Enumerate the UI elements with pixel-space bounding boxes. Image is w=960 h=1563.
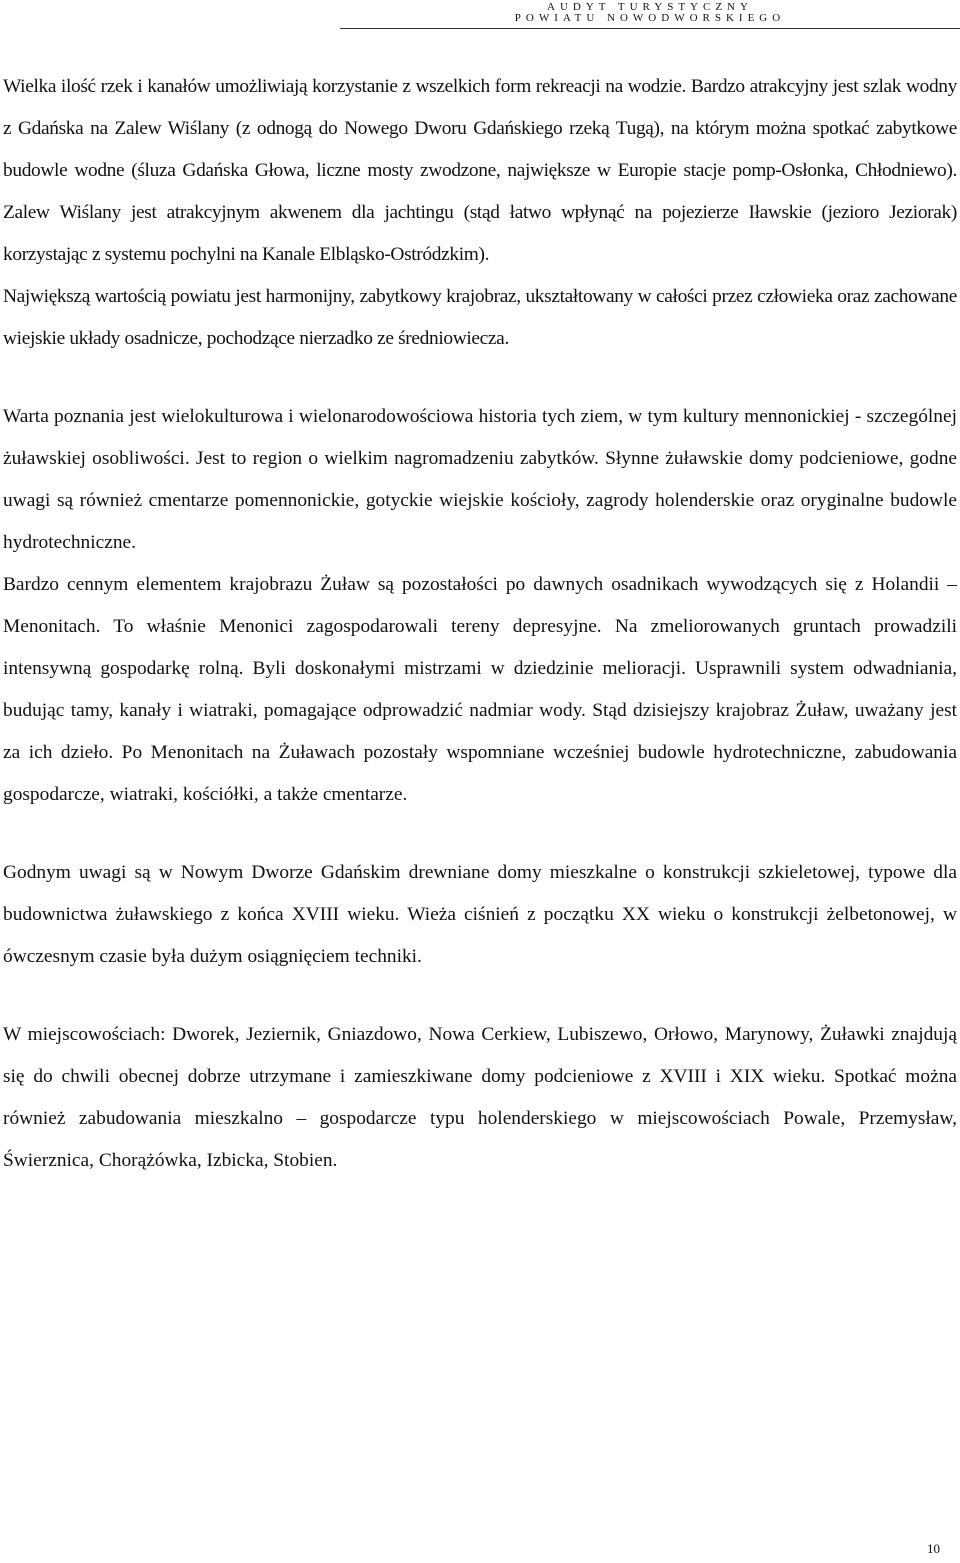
header-title-line2: POWIATU NOWODWORSKIEGO <box>514 12 786 24</box>
document-body <box>3 66 957 1182</box>
paragraph-spacer <box>3 978 957 1014</box>
page-number: 10 <box>927 1541 940 1556</box>
paragraph-arcade-houses: W miejscowościach: Dworek, Jeziernik, Gniazdowo, Nowa Cerkiew, Lubiszewo, Orłowo, Marynowy, Żuławki znajdują się do chwili obecnej dobrze utrzymane i zamieszkiwane domy podcieniowe z XVIII i XIX wieku. Spotkać można również zabudowania mieszkalno – gospodarcze typu holenderskiego w miejscowościach Powale, Przemysław, Świerznica, Chorążówka, Izbicka, Stobien. <box>3 1024 957 1171</box>
paragraph-water-recreation: Wielka ilość rzek i kanałów umożliwiają korzystanie z wszelkich form rekreacji na wodzie. Bardzo atrakcyjny jest szlak wodny z Gdańska na Zalew Wiślany (z odnogą do Nowego Dworu Gdańskiego rzeką Tugą), na którym można spotkać zabytkowe budowle wodne (śluza Gdańska Głowa, liczne mosty zwodzone, największe w Europie stacje pomp-Osłonka, Chłodniewo). Zalew Wiślany jest atrakcyjnym akwenem dla jachtingu (stąd łatwo wpłynąć na pojezierze Iławskie (jezioro Jeziorak) korzystając z systemu pochylni na Kanale Elbląsko-Ostródzkim). <box>3 76 957 265</box>
header-title-line1: AUDYT TURYSTYCZNY <box>547 1 753 13</box>
paragraph-nowy-dwor-houses: Godnym uwagi są w Nowym Dworze Gdańskim drewniane domy mieszkalne o konstrukcji szkieletowej, typowe dla budownictwa żuławskiego z końca XVIII wieku. Wieża ciśnień z początku XX wieku o konstrukcji żelbetonowej, w ówczesnym czasie była dużym osiągnięciem techniki. <box>3 862 957 967</box>
paragraph-mennonites: Bardzo cennym elementem krajobrazu Żuław są pozostałości po dawnych osadnikach wywodzących się z Holandii – Menonitach. To właśnie Menonici zagospodarowali tereny depresyjne. Na zmeliorowanych gruntach prowadzili intensywną gospodarkę rolną. Byli doskonałymi mistrzami w dziedzinie melioracji. Usprawnili system odwadniania, budując tamy, kanały i wiatraki, pomagające odprowadzić nadmiar wody. Stąd dzisiejszy krajobraz Żuław, uważany jest za ich dzieło. Po Menonitach na Żuławach pozostały wspomniane wcześniej budowle hydrotechniczne, zabudowania gospodarcze, wiatraki, kościółki, a także cmentarze. <box>3 574 957 805</box>
paragraph-spacer <box>3 360 957 396</box>
paragraph-spacer <box>3 816 957 852</box>
paragraph-multicultural-history: Warta poznania jest wielokulturowa i wielonarodowościowa historia tych ziem, w tym kultury mennonickiej - szczególnej żuławskiej osobliwości. Jest to region o wielkim nagromadzeniu zabytków. Słynne żuławskie domy podcieniowe, godne uwagi są również cmentarze pomennonickie, gotyckie wiejskie kościoły, zagrody holenderskie oraz oryginalne budowle hydrotechniczne. <box>3 406 957 553</box>
paragraph-landscape-value: Największą wartością powiatu jest harmonijny, zabytkowy krajobraz, ukształtowany w całości przez człowieka oraz zachowane wiejskie układy osadnicze, pochodzące nierzadko ze średniowiecza. <box>3 286 957 349</box>
running-header <box>340 2 960 29</box>
